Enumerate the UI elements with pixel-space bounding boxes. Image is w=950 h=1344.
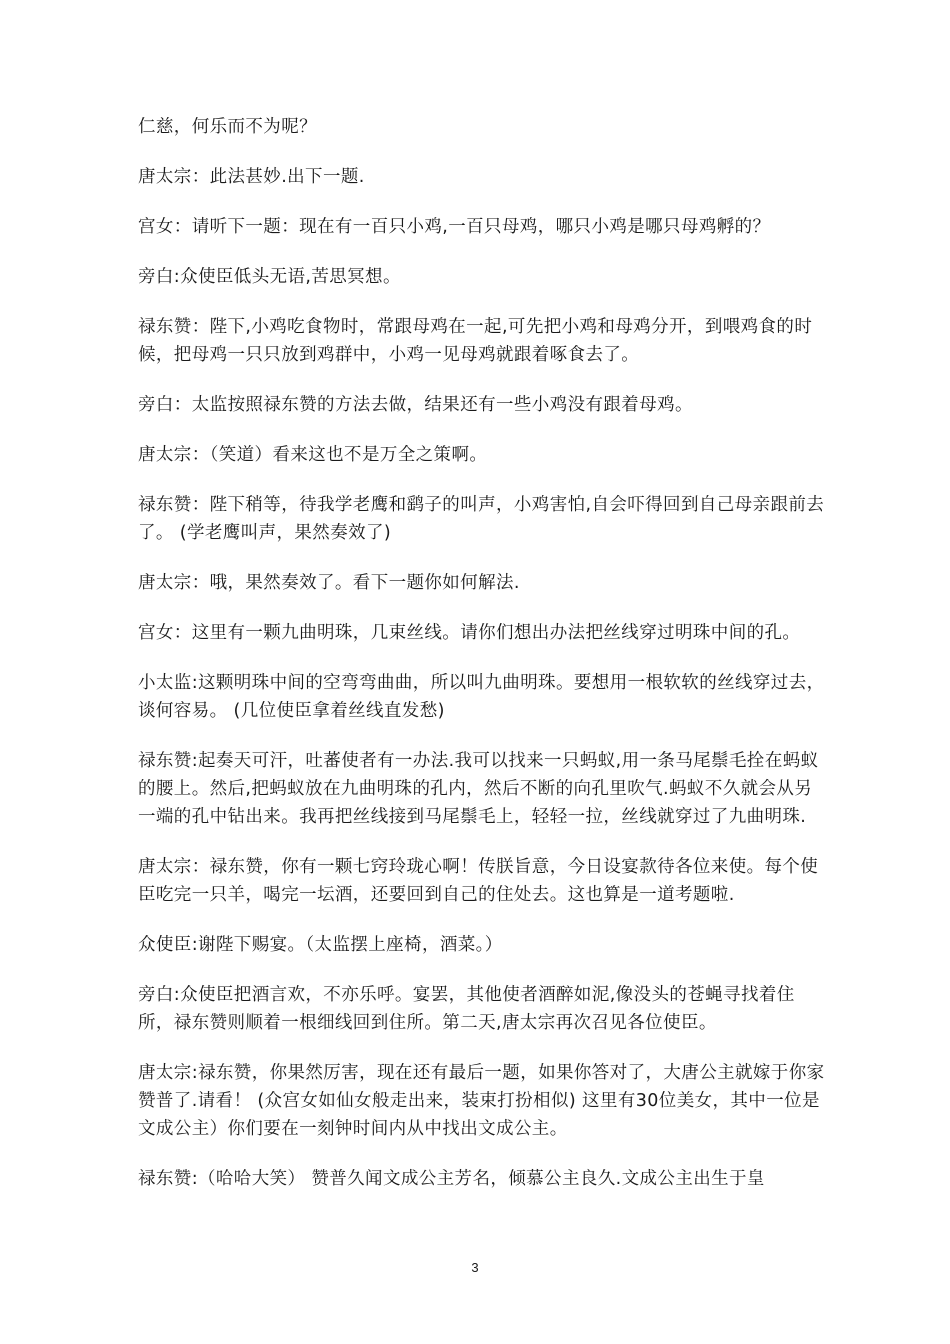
paragraph: 唐太宗：哦，果然奏效了。看下一题你如何解法.	[138, 573, 520, 593]
paragraph: 旁白：太监按照禄东赞的方法去做，结果还有一些小鸡没有跟着母鸡。	[138, 395, 693, 415]
paragraph: 禄东赞：陛下稍等，待我学老鹰和鹞子的叫声，小鸡害怕,自会吓得回到自己母亲跟前去了。 (学老鹰叫声，果然奏效了)	[138, 495, 825, 543]
paragraph: 旁白:众使臣把酒言欢，不亦乐呼。宴罢，其他使者酒醉如泥,像没头的苍蝇寻找着住所，禄东赞则顺着一根细线回到住所。第二天,唐太宗再次召见各位使臣。	[138, 985, 795, 1033]
document-body	[138, 113, 828, 1215]
paragraph: 仁慈，何乐而不为呢？	[138, 117, 317, 137]
paragraph: 禄东赞：陛下,小鸡吃食物时，常跟母鸡在一起,可先把小鸡和母鸡分开，到喂鸡食的时候，把母鸡一只只放到鸡群中，小鸡一见母鸡就跟着啄食去了。	[138, 317, 813, 365]
paragraph: 宫女：请听下一题：现在有一百只小鸡,一百只母鸡，哪只小鸡是哪只母鸡孵的？	[138, 217, 771, 237]
paragraph: 唐太宗:禄东赞，你果然厉害，现在还有最后一题，如果你答对了，大唐公主就嫁于你家赞普了.请看！ (众宫女如仙女般走出来，装束打扮相似) 这里有30位美女，其中一位是文成公主）你们要在一刻钟时间内从中找出文成公主。	[138, 1063, 825, 1139]
paragraph: 唐太宗：此法甚妙.出下一题.	[138, 167, 365, 187]
paragraph: 禄东赞:起奏天可汗，吐蕃使者有一办法.我可以找来一只蚂蚁,用一条马尾鬃毛拴在蚂蚁的腰上。然后,把蚂蚁放在九曲明珠的孔内，然后不断的向孔里吹气.蚂蚁不久就会从另一端的孔中钻出来。我再把丝线接到马尾鬃毛上，轻轻一拉，丝线就穿过了九曲明珠.	[138, 751, 819, 827]
paragraph: 唐太宗：禄东赞，你有一颗七窍玲珑心啊！传朕旨意，今日设宴款待各位来使。每个使臣吃完一只羊，喝完一坛酒，还要回到自己的住处去。这也算是一道考题啦.	[138, 857, 819, 905]
paragraph: 旁白:众使臣低头无语,苦思冥想。	[138, 267, 401, 287]
paragraph: 禄东赞:（哈哈大笑） 赞普久闻文成公主芳名，倾慕公主良久.文成公主出生于皇	[138, 1169, 765, 1189]
paragraph: 唐太宗：（笑道）看来这也不是万全之策啊。	[138, 445, 488, 465]
page-number: 3	[471, 1260, 479, 1275]
paragraph: 宫女：这里有一颗九曲明珠，几束丝线。请你们想出办法把丝线穿过明珠中间的孔。	[138, 623, 801, 643]
paragraph: 众使臣:谢陛下赐宴。（太监摆上座椅，酒菜。）	[138, 935, 503, 955]
paragraph: 小太监:这颗明珠中间的空弯弯曲曲，所以叫九曲明珠。要想用一根软软的丝线穿过去，谈何容易。 (几位使臣拿着丝线直发愁)	[138, 673, 825, 721]
